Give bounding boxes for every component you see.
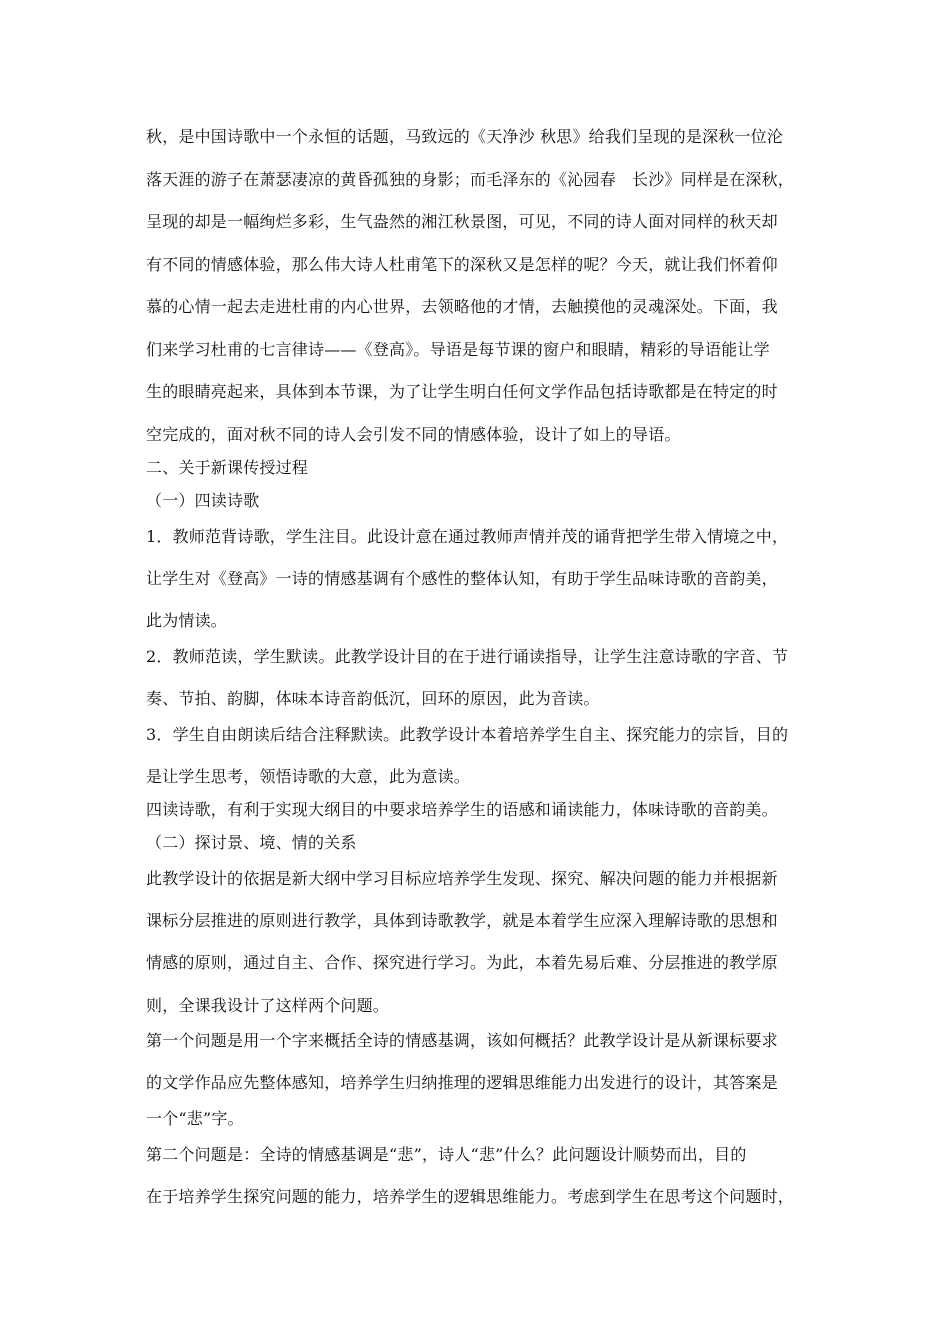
text-line: 呈现的却是一幅绚烂多彩，生气盎然的湘江秋景图，可见，不同的诗人面对同样的秋天却	[146, 212, 778, 231]
text-line: 3．学生自由朗读后结合注释默读。此教学设计本着培养学生自主、探究能力的宗旨，目的	[146, 725, 789, 744]
text-line: 则，全课我设计了这样两个问题。	[146, 996, 390, 1015]
text-line: 此为情读。	[146, 611, 228, 630]
text-line: 慕的心情一起去走进杜甫的内心世界，去领略他的才情，去触摸他的灵魂深处。下面，我	[146, 297, 778, 316]
text-line: 是让学生思考，领悟诗歌的大意，此为意读。	[146, 767, 471, 786]
text-line: 有不同的情感体验，那么伟大诗人杜甫笔下的深秋又是怎样的呢？今天，就让我们怀着仰	[146, 255, 778, 274]
subsection-heading: （一）四读诗歌	[146, 491, 260, 510]
text-line: 一个“悲”字。	[146, 1109, 244, 1128]
text-line: 第二个问题是：全诗的情感基调是“悲”，诗人“悲”什么？此问题设计顺势而出，目的	[146, 1145, 747, 1164]
text-line: 的文学作品应先整体感知，培养学生归纳推理的逻辑思维能力出发进行的设计，其答案是	[146, 1073, 778, 1092]
text-line: 第一个问题是用一个字来概括全诗的情感基调，该如何概括？此教学设计是从新课标要求	[146, 1031, 778, 1050]
subsection-heading: （二）探讨景、境、情的关系	[146, 833, 357, 852]
section-heading: 二、关于新课传授过程	[146, 458, 309, 477]
text-line: 四读诗歌，有利于实现大纲目的中要求培养学生的语感和诵读能力，体味诗歌的音韵美。	[146, 800, 778, 819]
text-line: 2．教师范读，学生默读。此教学设计目的在于进行诵读指导，让学生注意诗歌的字音、节	[146, 647, 789, 666]
text-line: 在于培养学生探究问题的能力，培养学生的逻辑思维能力。考虑到学生在思考这个问题时，	[146, 1187, 795, 1206]
text-line: 空完成的，面对秋不同的诗人会引发不同的情感体验，设计了如上的导语。	[146, 425, 681, 444]
text-line: 课标分层推进的原则进行教学，具体到诗歌教学，就是本着学生应深入理解诗歌的思想和	[146, 911, 778, 930]
text-line: 奏、节拍、韵脚，体味本诗音韵低沉，回环的原因，此为音读。	[146, 689, 600, 708]
text-line: 此教学设计的依据是新大纲中学习目标应培养学生发现、探究、解决问题的能力并根据新	[146, 869, 778, 888]
text-line: 1．教师范背诗歌，学生注目。此设计意在通过教师声情并茂的诵背把学生带入情境之中，	[146, 527, 789, 546]
text-line: 秋，是中国诗歌中一个永恒的话题，马致远的《天净沙 秋思》给我们呈现的是深秋一位沦	[146, 127, 784, 146]
text-line: 让学生对《登高》一诗的情感基调有个感性的整体认知，有助于学生品味诗歌的音韵美，	[146, 569, 778, 588]
text-line: 落天涯的游子在萧瑟凄凉的黄昏孤独的身影；而毛泽东的《沁园春 长沙》同样是在深秋，	[146, 170, 795, 189]
text-line: 们来学习杜甫的七言律诗——《登高》。导语是每节课的窗户和眼睛，精彩的导语能让学	[146, 340, 770, 359]
text-line: 生的眼睛亮起来，具体到本节课，为了让学生明白任何文学作品包括诗歌都是在特定的时	[146, 382, 778, 401]
text-line: 情感的原则，通过自主、合作、探究进行学习。为此，本着先易后难、分层推进的教学原	[146, 953, 778, 972]
